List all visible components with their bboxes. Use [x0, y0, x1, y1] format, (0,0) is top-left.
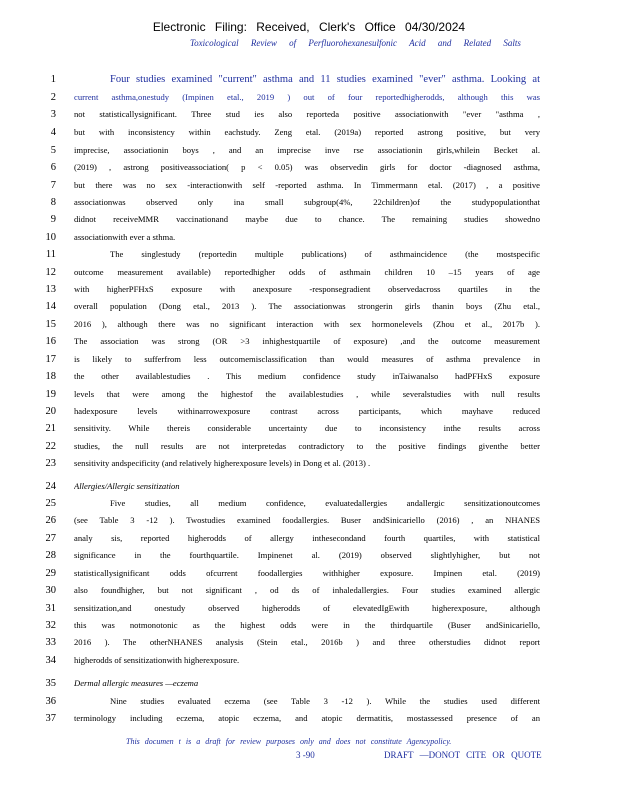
- line-text: studies, the null results are not interpretedas contradictory to the positive findings giventhe better: [74, 441, 540, 451]
- line-text: higherodds of sensitizationwith higherexposure.: [74, 655, 240, 665]
- text-line: [0, 248, 618, 261]
- text-line: [0, 532, 618, 545]
- text-line: [0, 497, 618, 510]
- text-line: [0, 283, 618, 296]
- line-text: not statisticallysignificant. Three stud ies also reporteda positive associationwith "ever "asthma ,: [74, 109, 540, 119]
- text-line: [0, 514, 618, 527]
- line-text: 2016 ). The otherNHANES analysis (Stein etal., 2016b ) and three otherstudies didnot report: [74, 637, 540, 647]
- line-number: 28: [45, 550, 56, 561]
- line-text: overall population (Dong etal., 2013 ). The associationwas strongerin girls thanin boys (Zhu etal.,: [74, 301, 540, 311]
- text-line: [0, 480, 618, 493]
- line-number: 34: [45, 655, 56, 666]
- line-text: Allergies/Allergic sensitization: [74, 481, 180, 491]
- text-line: [0, 353, 618, 366]
- line-text: terminology including eczema, atopic eczema, and atopic dermatitis, mostassessed presence of an: [74, 713, 540, 723]
- line-text: this was notmonotonic as the highest odds were in the thirdquartile (Buser andSinicariello,: [74, 620, 540, 630]
- line-text: sensitization,and onestudy observed higherodds of elevatedIgEwith higherexposure, although: [74, 603, 540, 613]
- line-text: sensitivity andspecificity (and relatively higherexposure levels) in Dong et al. (2013) .: [74, 458, 371, 468]
- text-line: [0, 231, 618, 244]
- text-line: [0, 712, 618, 725]
- text-line: [0, 388, 618, 401]
- text-line: [0, 196, 618, 209]
- line-number: 20: [45, 406, 56, 417]
- text-line: [0, 300, 618, 313]
- text-line: [0, 584, 618, 597]
- line-number: 21: [45, 423, 56, 434]
- line-text: (see Table 3 -12 ). Twostudies examined foodallergies. Buser andSinicariello (2016) , an NHANES: [74, 515, 540, 525]
- page-number: 3 -90: [296, 750, 315, 760]
- line-text: Dermal allergic measures —eczema: [74, 678, 199, 688]
- line-text: is likely to sufferfrom less outcomemisclassification than would measures of asthma prevalence in: [74, 354, 540, 364]
- line-number: 10: [45, 232, 56, 243]
- line-number: 29: [45, 568, 56, 579]
- line-number: 15: [45, 319, 56, 330]
- line-number: 12: [45, 267, 56, 278]
- text-line: [0, 179, 618, 192]
- line-number: 13: [45, 284, 56, 295]
- text-line: [0, 213, 618, 226]
- line-text: Nine studies evaluated eczema (see Table 3 -12 ). While the studies used different: [110, 696, 540, 706]
- line-text: with higherPFHxS exposure with anexposure -responsegradient observedacross quartiles in the: [74, 284, 540, 294]
- line-number: 18: [45, 371, 56, 382]
- line-text: outcome measurement available) reportedhigher odds of asthmain children 10 –15 years of age: [74, 267, 540, 277]
- line-number: 27: [45, 533, 56, 544]
- filing-header: Electronic Filing: Received, Clerk's Office 04/30/2024: [152, 20, 466, 34]
- line-text: The singlestudy (reportedin multiple publications) of asthmaincidence (the mostspecific: [110, 249, 540, 259]
- line-text: the other availablestudies . This medium confidence study inTaiwanalso hadPFHxS exposure: [74, 371, 540, 381]
- text-line: [0, 422, 618, 435]
- line-text: associationwith ever a sthma.: [74, 232, 176, 242]
- line-number: 3: [50, 109, 56, 120]
- line-number: 7: [50, 180, 56, 191]
- text-line: [0, 440, 618, 453]
- line-number: 26: [45, 515, 56, 526]
- text-line: [0, 636, 618, 649]
- line-text: hadexposure levels withinarrowexposure contrast across participants, which mayhave reduced: [74, 406, 540, 416]
- text-line: [0, 695, 618, 708]
- line-number: 30: [45, 585, 56, 596]
- text-line: [0, 161, 618, 174]
- text-line: [0, 91, 618, 104]
- line-text: sensitivity. While thereis considerable uncertainty due to inconsistency inthe results across: [74, 423, 540, 433]
- text-line: [0, 108, 618, 121]
- line-text: didnot receiveMMR vaccinationand maybe due to chance. The remaining studies showedno: [74, 214, 540, 224]
- line-text: but with inconsistency within eachstudy. Zeng etal. (2019a) reported astrong positive, but very: [74, 127, 540, 137]
- line-number: 5: [50, 145, 56, 156]
- line-text: Four studies examined "current" asthma and 11 studies examined "ever" asthma. Looking at: [110, 74, 540, 85]
- line-number: 33: [45, 637, 56, 648]
- text-line: [0, 370, 618, 383]
- line-number: 11: [45, 249, 56, 260]
- line-number: 17: [45, 354, 56, 365]
- line-number: 9: [50, 214, 56, 225]
- text-line: [0, 602, 618, 615]
- line-number: 36: [45, 696, 56, 707]
- line-text: analy sis, reported higherodds of allergy inthesecondand fourth quartiles, with statistical: [74, 533, 540, 543]
- line-text: imprecise, associationin boys , and an imprecise inve rse associationin girls,whilein Becket al.: [74, 145, 540, 155]
- text-line: [0, 318, 618, 331]
- line-text: 2016 ), although there was no significant interaction with sex hormonelevels (Zhou et al., 2017b ).: [74, 319, 540, 329]
- line-number: 22: [45, 441, 56, 452]
- text-line: [0, 266, 618, 279]
- line-text: but there was no sex -interactionwith self -reported asthma. In Timmermann etal. (2017) , a positive: [74, 180, 540, 190]
- line-text: current asthma,onestudy (Impinen etal., 2019 ) out of four reportedhigherodds, although this was: [74, 92, 540, 102]
- line-number: 4: [50, 127, 56, 138]
- line-number: 32: [45, 620, 56, 631]
- line-number: 37: [45, 713, 56, 724]
- line-number: 2: [50, 92, 56, 103]
- line-text: statisticallysignificant odds ofcurrent foodallergies withhigher exposure. Impinen etal. (2019): [74, 568, 540, 578]
- line-text: The association was strong (OR >3 inhighestquartile of exposure) ,and the outcome measurement: [74, 336, 540, 346]
- line-number: 25: [45, 498, 56, 509]
- draft-notice: DRAFT —DONOT CITE OR QUOTE: [384, 750, 542, 760]
- line-text: also foundhigher, but not significant , od ds of inhaledallergies. Four studies examined allergic: [74, 585, 540, 595]
- line-number: 24: [45, 481, 56, 492]
- text-line: [0, 126, 618, 139]
- line-number: 1: [50, 74, 56, 85]
- text-line: [0, 567, 618, 580]
- line-number: 19: [45, 389, 56, 400]
- line-text: (2019) , astrong positiveassociation( p < 0.05) was observedin girls for doctor -diagnosed asthma,: [74, 162, 540, 172]
- text-line: [0, 677, 618, 690]
- line-text: levels that were among the highestof the availablestudies , while severalstudies with null results: [74, 389, 540, 399]
- line-number: 6: [50, 162, 56, 173]
- text-line: [0, 549, 618, 562]
- text-line: [0, 654, 618, 667]
- line-text: Five studies, all medium confidence, evaluatedallergies andallergic sensitizationoutcomes: [110, 498, 540, 508]
- text-line: [0, 619, 618, 632]
- text-line: [0, 144, 618, 157]
- document-subtitle: Toxicological Review of Perfluorohexanesulfonic Acid and Related Salts: [190, 38, 521, 48]
- text-line: [0, 73, 618, 86]
- line-number: 14: [45, 301, 56, 312]
- footer-disclaimer: This documen t is a draft for review purposes only and does not constitute Agencypolicy.: [126, 737, 452, 746]
- text-line: [0, 405, 618, 418]
- line-number: 23: [45, 458, 56, 469]
- line-number: 16: [45, 336, 56, 347]
- text-line: [0, 335, 618, 348]
- text-line: [0, 457, 618, 470]
- line-number: 35: [45, 678, 56, 689]
- line-number: 8: [50, 197, 56, 208]
- line-number: 31: [45, 603, 56, 614]
- line-text: significance in the fourthquartile. Impinenet al. (2019) observed slightlyhigher, but not: [74, 550, 540, 560]
- line-text: associationwas observed only ina small subgroup(4%, 22children)of the studypopulationthat: [74, 197, 540, 207]
